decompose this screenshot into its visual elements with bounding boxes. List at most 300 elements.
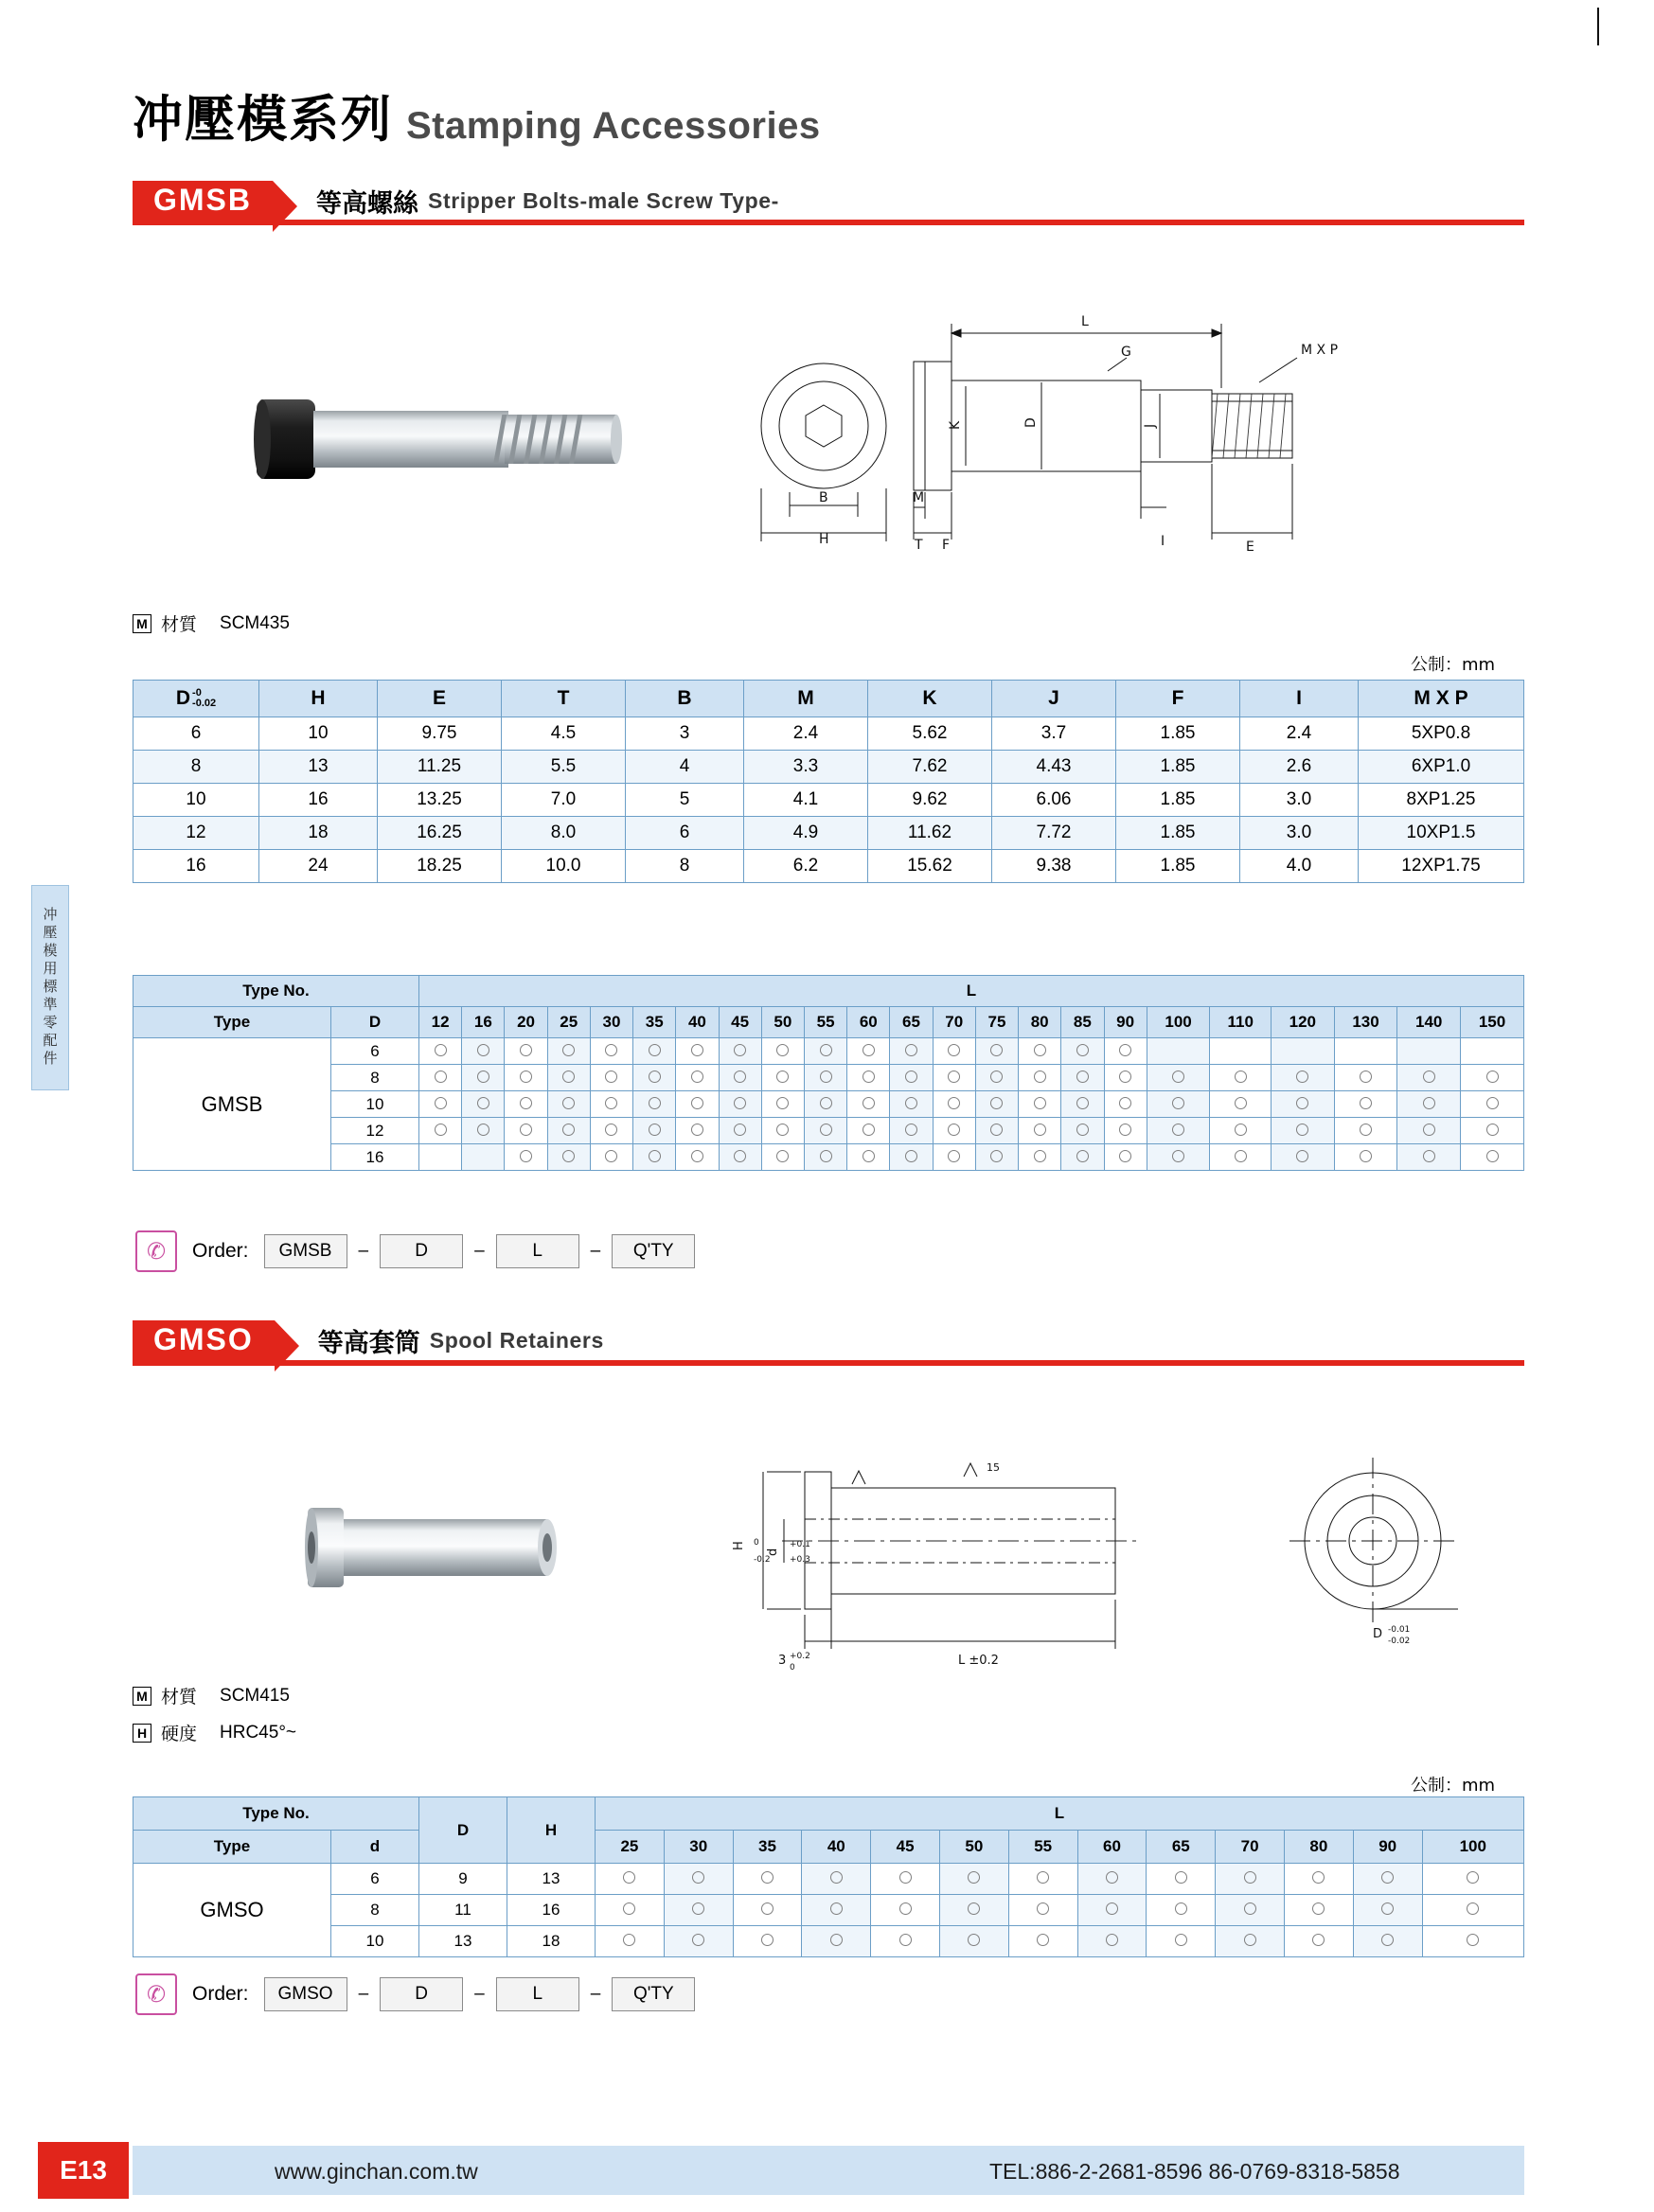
d-value-cell: 6 — [331, 1038, 419, 1065]
available-dot-icon — [863, 1097, 875, 1109]
availability-cell — [1147, 1144, 1210, 1171]
spec-header-i: I — [1240, 681, 1359, 717]
type-header: Type — [133, 1007, 331, 1038]
l-value-header: 12 — [419, 1007, 462, 1038]
cell: 12 — [133, 817, 259, 850]
d-value-cell: 8 — [331, 1065, 419, 1091]
availability-cell — [975, 1065, 1018, 1091]
available-dot-icon — [1486, 1150, 1499, 1162]
availability-cell — [1061, 1144, 1104, 1171]
availability-cell — [676, 1038, 719, 1065]
svg-text:M X P: M X P — [1301, 343, 1339, 358]
availability-cell — [1334, 1038, 1397, 1065]
available-dot-icon — [830, 1902, 843, 1915]
availability-cell — [633, 1038, 676, 1065]
svg-text:0: 0 — [790, 1663, 795, 1672]
availability-cell — [871, 1926, 940, 1957]
availability-cell — [633, 1118, 676, 1144]
available-dot-icon — [905, 1124, 917, 1136]
available-dot-icon — [1312, 1871, 1325, 1884]
cell: 9.75 — [378, 717, 502, 751]
svg-text:G: G — [1121, 345, 1131, 360]
availability-cell — [462, 1038, 505, 1065]
l-value-header: 120 — [1271, 1007, 1334, 1038]
spec-header-e: E — [378, 681, 502, 717]
svg-text:+0.2: +0.2 — [790, 1652, 810, 1661]
cell: 8XP1.25 — [1359, 784, 1524, 817]
l-value-header: 130 — [1334, 1007, 1397, 1038]
availability-cell — [1210, 1065, 1272, 1091]
availability-cell — [939, 1895, 1008, 1926]
l-value-header: 20 — [505, 1007, 547, 1038]
available-dot-icon — [1244, 1934, 1256, 1946]
availability-cell — [1147, 1091, 1210, 1118]
available-dot-icon — [691, 1124, 703, 1136]
available-dot-icon — [899, 1902, 912, 1915]
order-field-type[interactable]: GMSB — [264, 1234, 347, 1268]
available-dot-icon — [1244, 1871, 1256, 1884]
l-value-header: 65 — [1147, 1831, 1216, 1864]
available-dot-icon — [691, 1044, 703, 1056]
cell: 7.0 — [502, 784, 626, 817]
table-row — [133, 1144, 1524, 1171]
cell: 10XP1.5 — [1359, 817, 1524, 850]
gmso-hardness-note — [133, 1720, 296, 1745]
cell: 2.4 — [1240, 717, 1359, 751]
table-row — [133, 1091, 1524, 1118]
available-dot-icon — [1467, 1871, 1479, 1884]
available-dot-icon — [820, 1044, 832, 1056]
availability-cell — [847, 1038, 890, 1065]
availability-cell — [975, 1038, 1018, 1065]
svg-text:B: B — [819, 490, 828, 505]
h-value-cell: 16 — [507, 1895, 596, 1926]
availability-cell — [719, 1144, 761, 1171]
availability-cell — [1284, 1895, 1353, 1926]
availability-cell — [1104, 1118, 1147, 1144]
type-header: Type — [133, 1831, 331, 1864]
available-dot-icon — [692, 1902, 704, 1915]
availability-cell — [1422, 1895, 1523, 1926]
available-dot-icon — [649, 1044, 661, 1056]
l-value-header: 45 — [719, 1007, 761, 1038]
l-value-header: 55 — [1008, 1831, 1077, 1864]
availability-cell — [1147, 1038, 1210, 1065]
available-dot-icon — [948, 1097, 960, 1109]
table-row — [133, 751, 1524, 784]
available-dot-icon — [562, 1044, 575, 1056]
availability-cell — [719, 1038, 761, 1065]
availability-cell — [1019, 1144, 1061, 1171]
available-dot-icon — [820, 1150, 832, 1162]
material-label: 材質 — [161, 614, 198, 635]
material-value: SCM435 — [220, 612, 290, 633]
availability-cell — [933, 1144, 975, 1171]
spec-header-row — [133, 681, 1524, 717]
side-tab — [31, 885, 69, 1090]
availability-cell — [1397, 1091, 1461, 1118]
ltable-header-row-1 — [133, 1797, 1524, 1831]
l-value-header: 40 — [802, 1831, 871, 1864]
availability-cell — [1216, 1926, 1285, 1957]
cell: 1.85 — [1116, 784, 1240, 817]
svg-text:H: H — [819, 532, 829, 547]
availability-cell — [802, 1926, 871, 1957]
availability-cell — [804, 1038, 846, 1065]
section1-name-en: Stripper Bolts-male Screw Type- — [428, 187, 779, 213]
svg-text:+0.3: +0.3 — [790, 1555, 810, 1565]
d-value-cell: 16 — [331, 1144, 419, 1171]
availability-cell — [1271, 1065, 1334, 1091]
svg-text:-0.02: -0.02 — [1388, 1637, 1411, 1646]
available-dot-icon — [1034, 1124, 1046, 1136]
availability-cell — [1147, 1118, 1210, 1144]
spec-header-mxp: M X P — [1359, 681, 1524, 717]
l-value-header: 50 — [939, 1831, 1008, 1864]
svg-text:L: L — [1081, 314, 1089, 329]
available-dot-icon — [1175, 1934, 1187, 1946]
available-dot-icon — [691, 1097, 703, 1109]
cell: 3.0 — [1240, 784, 1359, 817]
available-dot-icon — [1034, 1097, 1046, 1109]
cell: 6 — [626, 817, 744, 850]
gmso-product-photo — [298, 1491, 592, 1604]
available-dot-icon — [1076, 1044, 1089, 1056]
cell: 4.43 — [992, 751, 1116, 784]
cell: 6.06 — [992, 784, 1116, 817]
d-small-cell: 6 — [331, 1864, 419, 1895]
available-dot-icon — [1076, 1097, 1089, 1109]
availability-cell — [939, 1926, 1008, 1957]
cell: 8 — [133, 751, 259, 784]
available-dot-icon — [562, 1071, 575, 1083]
available-dot-icon — [734, 1124, 746, 1136]
h-header: H — [507, 1797, 596, 1864]
available-dot-icon — [605, 1150, 617, 1162]
available-dot-icon — [1037, 1902, 1049, 1915]
availability-cell — [1147, 1864, 1216, 1895]
available-dot-icon — [1076, 1150, 1089, 1162]
gmso-order-row — [135, 1973, 695, 2015]
order-field-l[interactable]: L — [496, 1977, 579, 2011]
availability-cell — [1397, 1065, 1461, 1091]
availability-cell — [633, 1091, 676, 1118]
availability-cell — [1461, 1091, 1524, 1118]
l-value-header: 55 — [804, 1007, 846, 1038]
l-value-header: 50 — [761, 1007, 804, 1038]
cell: 1.85 — [1116, 717, 1240, 751]
availability-cell — [1077, 1926, 1147, 1957]
h-value-cell: 18 — [507, 1926, 596, 1957]
svg-text:T: T — [915, 538, 923, 553]
available-dot-icon — [1235, 1124, 1247, 1136]
table-row — [133, 850, 1524, 883]
cell: 4.5 — [502, 717, 626, 751]
availability-cell — [1461, 1038, 1524, 1065]
availability-cell — [590, 1091, 632, 1118]
available-dot-icon — [863, 1124, 875, 1136]
footer-website: www.ginchan.com.tw — [275, 2159, 478, 2184]
footer-tel: TEL:886-2-2681-8596 86-0769-8318-5858 — [989, 2159, 1400, 2184]
available-dot-icon — [761, 1902, 774, 1915]
availability-cell — [804, 1091, 846, 1118]
l-value-header: 80 — [1019, 1007, 1061, 1038]
l-header: L — [596, 1797, 1524, 1831]
order-field-d[interactable]: D — [380, 1234, 463, 1268]
availability-cell — [733, 1926, 802, 1957]
order-sep: – — [474, 1984, 485, 2004]
section2-tag: GMSO — [133, 1320, 275, 1360]
spec-header-t: T — [502, 681, 626, 717]
available-dot-icon — [520, 1150, 532, 1162]
l-value-header: 35 — [633, 1007, 676, 1038]
available-dot-icon — [1360, 1097, 1372, 1109]
available-dot-icon — [649, 1124, 661, 1136]
available-dot-icon — [863, 1150, 875, 1162]
table-row — [133, 1895, 1524, 1926]
svg-text:+0.1: +0.1 — [790, 1540, 810, 1549]
spec-header-m: M — [744, 681, 868, 717]
availability-cell — [1147, 1895, 1216, 1926]
available-dot-icon — [734, 1150, 746, 1162]
available-dot-icon — [520, 1071, 532, 1083]
available-dot-icon — [776, 1097, 789, 1109]
availability-cell — [933, 1065, 975, 1091]
cell: 4.9 — [744, 817, 868, 850]
l-value-header: 16 — [462, 1007, 505, 1038]
order-field-qty[interactable]: Q'TY — [612, 1234, 695, 1268]
available-dot-icon — [520, 1044, 532, 1056]
availability-cell — [1271, 1144, 1334, 1171]
order-sep: – — [358, 1241, 369, 1261]
order-field-d[interactable]: D — [380, 1977, 463, 2011]
availability-cell — [419, 1038, 462, 1065]
available-dot-icon — [968, 1902, 980, 1915]
availability-cell — [590, 1038, 632, 1065]
l-value-header: 110 — [1210, 1007, 1272, 1038]
available-dot-icon — [477, 1097, 489, 1109]
spec-header-j: J — [992, 681, 1116, 717]
availability-cell — [1104, 1091, 1147, 1118]
available-dot-icon — [1423, 1071, 1435, 1083]
available-dot-icon — [605, 1097, 617, 1109]
table-row — [133, 1038, 1524, 1065]
available-dot-icon — [776, 1071, 789, 1083]
l-value-header: 25 — [596, 1831, 665, 1864]
available-dot-icon — [1172, 1150, 1184, 1162]
svg-text:H: H — [732, 1541, 746, 1550]
available-dot-icon — [605, 1124, 617, 1136]
available-dot-icon — [1034, 1044, 1046, 1056]
available-dot-icon — [1172, 1097, 1184, 1109]
available-dot-icon — [435, 1124, 447, 1136]
availability-cell — [1147, 1065, 1210, 1091]
cell: 3.3 — [744, 751, 868, 784]
available-dot-icon — [623, 1902, 635, 1915]
availability-cell — [975, 1144, 1018, 1171]
availability-cell — [1461, 1144, 1524, 1171]
availability-cell — [419, 1144, 462, 1171]
l-header: L — [419, 976, 1524, 1007]
available-dot-icon — [899, 1871, 912, 1884]
cell: 13 — [259, 751, 378, 784]
svg-text:E: E — [1246, 540, 1254, 555]
cell: 7.62 — [868, 751, 992, 784]
available-dot-icon — [899, 1934, 912, 1946]
availability-cell — [804, 1144, 846, 1171]
order-label: Order: — [192, 1240, 249, 1262]
svg-text:M: M — [913, 490, 925, 505]
cell: 16 — [133, 850, 259, 883]
cell: 13.25 — [378, 784, 502, 817]
availability-cell — [890, 1118, 933, 1144]
available-dot-icon — [990, 1044, 1003, 1056]
spec-header-f: F — [1116, 681, 1240, 717]
l-value-header: 65 — [890, 1007, 933, 1038]
available-dot-icon — [1467, 1934, 1479, 1946]
available-dot-icon — [477, 1124, 489, 1136]
available-dot-icon — [863, 1071, 875, 1083]
availability-cell — [719, 1091, 761, 1118]
order-field-qty[interactable]: Q'TY — [612, 1977, 695, 2011]
svg-text:I: I — [1161, 534, 1165, 549]
available-dot-icon — [990, 1124, 1003, 1136]
available-dot-icon — [734, 1071, 746, 1083]
d-header: D — [419, 1797, 507, 1864]
available-dot-icon — [1037, 1934, 1049, 1946]
available-dot-icon — [734, 1044, 746, 1056]
cell: 10.0 — [502, 850, 626, 883]
availability-cell — [975, 1091, 1018, 1118]
availability-cell — [1104, 1038, 1147, 1065]
available-dot-icon — [1486, 1071, 1499, 1083]
availability-cell — [733, 1895, 802, 1926]
availability-cell — [419, 1065, 462, 1091]
l-value-header: 150 — [1461, 1007, 1524, 1038]
svg-text:-0.01: -0.01 — [1388, 1625, 1411, 1635]
table-row — [133, 1926, 1524, 1957]
cell: 16 — [259, 784, 378, 817]
hardness-label: 硬度 — [161, 1724, 198, 1744]
table-row — [133, 784, 1524, 817]
availability-cell — [1461, 1065, 1524, 1091]
gmsb-spec-table — [133, 680, 1524, 883]
availability-cell — [1008, 1864, 1077, 1895]
cell: 8 — [626, 850, 744, 883]
table-row — [133, 717, 1524, 751]
cell: 3.0 — [1240, 817, 1359, 850]
availability-cell — [1353, 1895, 1422, 1926]
available-dot-icon — [1244, 1902, 1256, 1915]
section1-tag: GMSB — [133, 181, 273, 221]
cell: 1.85 — [1116, 751, 1240, 784]
available-dot-icon — [1381, 1934, 1394, 1946]
availability-cell — [761, 1144, 804, 1171]
availability-cell — [1061, 1038, 1104, 1065]
available-dot-icon — [948, 1124, 960, 1136]
availability-cell — [462, 1118, 505, 1144]
cell: 7.72 — [992, 817, 1116, 850]
cell: 6.2 — [744, 850, 868, 883]
available-dot-icon — [990, 1097, 1003, 1109]
availability-cell — [802, 1864, 871, 1895]
l-value-header: 100 — [1147, 1007, 1210, 1038]
phone-icon: ✆ — [135, 1230, 177, 1272]
availability-cell — [1422, 1926, 1523, 1957]
available-dot-icon — [905, 1097, 917, 1109]
available-dot-icon — [948, 1150, 960, 1162]
availability-cell — [547, 1118, 590, 1144]
availability-cell — [1353, 1926, 1422, 1957]
svg-text:D: D — [1373, 1627, 1383, 1641]
available-dot-icon — [605, 1071, 617, 1083]
availability-cell — [590, 1118, 632, 1144]
order-sep: – — [474, 1241, 485, 1261]
side-tab-label: 冲壓模用標準零配件 — [41, 907, 59, 1069]
gmsb-order-row — [135, 1230, 695, 1272]
availability-cell — [1019, 1065, 1061, 1091]
availability-cell — [1104, 1144, 1147, 1171]
section1-name-cn: 等高螺絲 — [316, 188, 418, 219]
h-value-cell: 13 — [507, 1864, 596, 1895]
available-dot-icon — [948, 1044, 960, 1056]
available-dot-icon — [820, 1124, 832, 1136]
availability-cell — [890, 1091, 933, 1118]
type-value-cell: GMSO — [133, 1864, 331, 1957]
available-dot-icon — [1175, 1902, 1187, 1915]
availability-cell — [1019, 1091, 1061, 1118]
available-dot-icon — [968, 1934, 980, 1946]
available-dot-icon — [1172, 1124, 1184, 1136]
availability-cell — [1061, 1065, 1104, 1091]
available-dot-icon — [1312, 1902, 1325, 1915]
cell: 8.0 — [502, 817, 626, 850]
availability-cell — [1334, 1091, 1397, 1118]
cell: 9.38 — [992, 850, 1116, 883]
d-small-cell: 10 — [331, 1926, 419, 1957]
availability-cell — [719, 1065, 761, 1091]
availability-cell — [761, 1065, 804, 1091]
available-dot-icon — [1381, 1902, 1394, 1915]
d-value-cell: 9 — [419, 1864, 507, 1895]
ltable-header-row-2 — [133, 1831, 1524, 1864]
spec-header-d — [133, 681, 259, 717]
gmso-material-note — [133, 1683, 290, 1708]
available-dot-icon — [1296, 1124, 1308, 1136]
available-dot-icon — [1119, 1097, 1131, 1109]
section2-name-en: Spool Retainers — [429, 1327, 604, 1353]
available-dot-icon — [1172, 1071, 1184, 1083]
cell: 5.62 — [868, 717, 992, 751]
order-field-type[interactable]: GMSO — [264, 1977, 347, 2011]
available-dot-icon — [830, 1871, 843, 1884]
spec-header-d-text: D — [175, 687, 191, 709]
availability-cell — [804, 1118, 846, 1144]
available-dot-icon — [776, 1150, 789, 1162]
available-dot-icon — [562, 1124, 575, 1136]
availability-cell — [1334, 1118, 1397, 1144]
available-dot-icon — [477, 1044, 489, 1056]
availability-cell — [1210, 1091, 1272, 1118]
table-row — [133, 1118, 1524, 1144]
availability-cell — [1334, 1065, 1397, 1091]
availability-cell — [547, 1065, 590, 1091]
available-dot-icon — [830, 1934, 843, 1946]
cell: 9.62 — [868, 784, 992, 817]
availability-cell — [547, 1091, 590, 1118]
order-field-l[interactable]: L — [496, 1234, 579, 1268]
gmsb-product-photo — [251, 379, 649, 502]
